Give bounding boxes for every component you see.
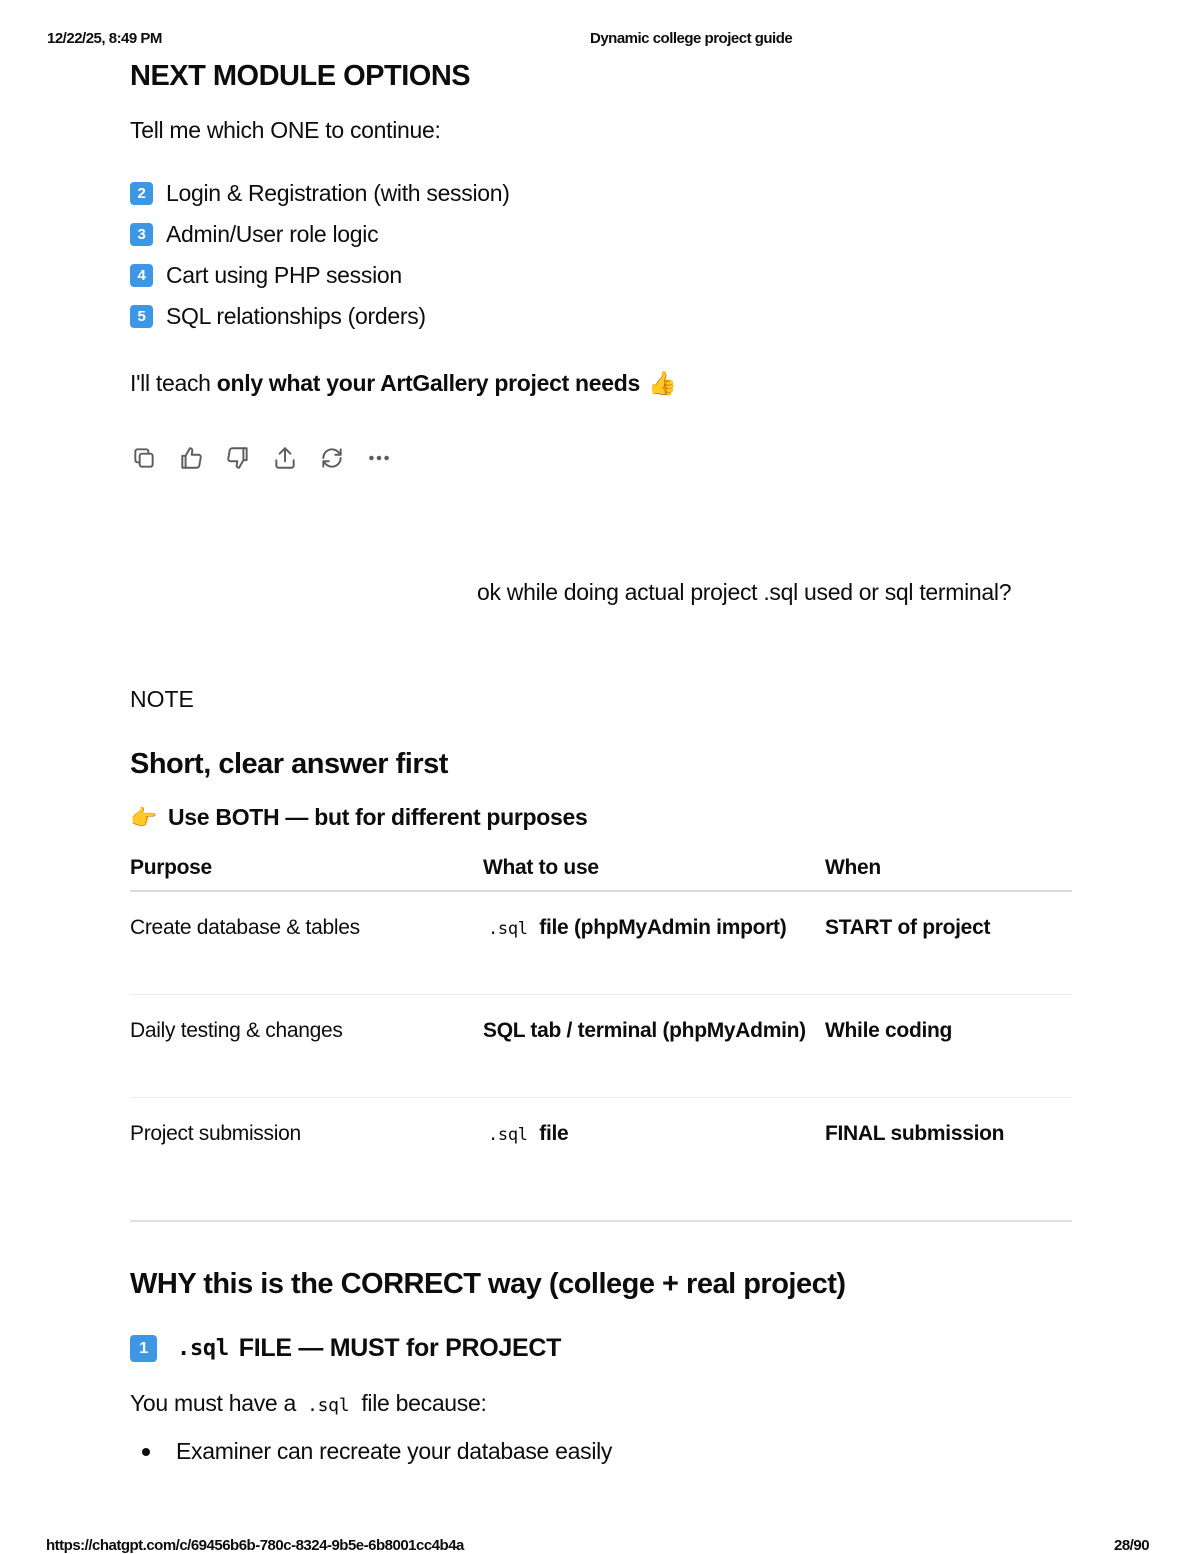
why-heading: WHY this is the CORRECT way (college + real project) [130, 1268, 846, 1300]
print-datetime: 12/22/25, 8:49 PM [47, 30, 162, 47]
heading-text: FILE — MUST for PROJECT [238, 1334, 562, 1362]
pointing-hand-emoji-icon: 👉 [130, 804, 158, 830]
module-option-label: Cart using PHP session [166, 262, 402, 288]
cell-code: .sql [488, 919, 528, 939]
regenerate-icon[interactable] [318, 444, 346, 472]
user-message: ok while doing actual project .sql used or sql terminal? [477, 579, 1012, 605]
number-badge: 5 [130, 305, 153, 328]
cell-what [483, 995, 825, 1098]
message-actions [130, 444, 412, 472]
column-header-purpose: Purpose [130, 848, 483, 891]
cell-what-text: file (phpMyAdmin import) [539, 916, 787, 939]
cell-code: .sql [488, 1125, 528, 1145]
column-header-when: When [825, 848, 1072, 891]
thumbs-up-icon[interactable] [177, 444, 205, 472]
number-badge: 1 [130, 1335, 157, 1362]
note-label: NOTE [130, 686, 194, 712]
section-divider [130, 1220, 1072, 1222]
cell-what [483, 891, 825, 995]
module-option [130, 221, 378, 248]
sql-file-heading [130, 1334, 561, 1363]
use-both-line [130, 804, 588, 831]
table-row [130, 891, 1072, 995]
cell-when: FINAL submission [825, 1122, 1005, 1145]
number-badge: 2 [130, 182, 153, 205]
comparison-table [130, 848, 1072, 1200]
table-row [130, 1098, 1072, 1201]
list-item [142, 1438, 612, 1465]
bullet-dot [142, 1448, 150, 1456]
module-option [130, 180, 510, 207]
print-url: https://chatgpt.com/c/69456b6b-780c-8324-9b5e-6b8001cc4b4a [46, 1537, 464, 1554]
closing-text [130, 370, 676, 397]
closing-prefix: I'll teach [130, 370, 217, 396]
cell-when: While coding [825, 995, 1072, 1098]
cell-purpose: Project submission [130, 1122, 301, 1145]
cell-what [483, 1098, 825, 1201]
table-row [130, 995, 1072, 1098]
more-icon[interactable] [365, 444, 393, 472]
thumbs-down-icon[interactable] [224, 444, 252, 472]
closing-bold: only what your ArtGallery project needs [216, 370, 641, 396]
next-module-heading: NEXT MODULE OPTIONS [130, 60, 471, 92]
print-title: Dynamic college project guide [590, 30, 793, 47]
intro-text: Tell me which ONE to continue: [130, 117, 441, 143]
must-have-text [130, 1390, 487, 1417]
must-have-suffix: file because: [361, 1390, 487, 1416]
use-both-text: Use BOTH — but for different purposes [168, 804, 588, 830]
module-option [130, 262, 402, 289]
number-badge: 3 [130, 223, 153, 246]
cell-what-text: SQL tab / terminal (phpMyAdmin) [483, 1019, 806, 1042]
module-option-label: SQL relationships (orders) [166, 303, 426, 329]
cell-purpose: Create database & tables [130, 891, 483, 995]
table-header-row [130, 848, 1072, 891]
cell-when: START of project [825, 891, 1072, 995]
module-option [130, 303, 426, 330]
module-option-label: Login & Registration (with session) [166, 180, 510, 206]
short-answer-heading: Short, clear answer first [130, 748, 448, 780]
copy-icon[interactable] [130, 444, 158, 472]
module-option-label: Admin/User role logic [166, 221, 379, 247]
cell-what-text: file [539, 1122, 569, 1145]
cell-purpose: Daily testing & changes [130, 995, 483, 1098]
heading-code: .sql [177, 1336, 229, 1361]
number-badge: 4 [130, 264, 153, 287]
list-item-text: Examiner can recreate your database easily [176, 1438, 613, 1464]
column-header-what: What to use [483, 848, 825, 891]
page-number: 28/90 [1114, 1537, 1150, 1554]
must-have-prefix: You must have a [130, 1390, 296, 1416]
must-have-code: .sql [307, 1395, 350, 1416]
share-icon[interactable] [271, 444, 299, 472]
thumbs-up-emoji-icon: 👍 [648, 370, 677, 396]
